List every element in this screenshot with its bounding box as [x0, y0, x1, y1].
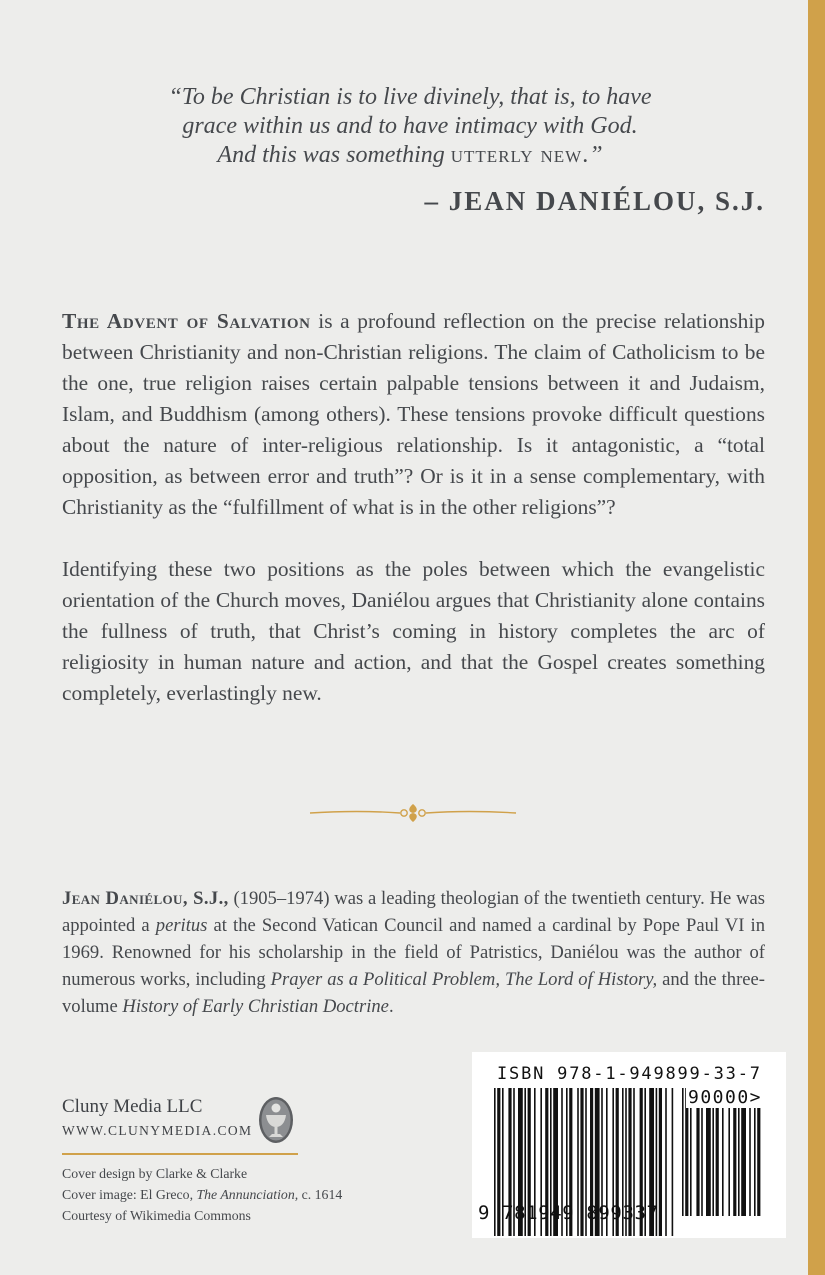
epigraph-quote — [100, 83, 720, 170]
book-title: The Advent of Salvation — [62, 309, 311, 333]
gold-edge-strip — [808, 0, 825, 1275]
epigraph-line-3-text: And this was something — [217, 142, 451, 168]
barcode-digits: 9 781949 899337 — [478, 1202, 659, 1224]
author-name: Jean Daniélou, S.J., — [62, 888, 229, 909]
price-code: 90000> — [688, 1087, 763, 1108]
credit-design: Cover design by Clarke & Clarke — [62, 1166, 248, 1181]
bio-text-4: and the three-volume — [62, 969, 765, 1017]
epigraph-line-3 — [100, 141, 720, 170]
description-paragraph-1-text: is a profound reflection on the precise relationship between Christianity and non-Christian religions. The claim of Catholicism to be the one, true religion raises certain palpable tensions between it and Judaism, Islam, and Buddhism (among others). These tensions provoke difficult questions about the nature of inter-religious relationship. Is it antagonistic, a “total opposition, as between error and truth”? Or is it in a sense complementary, with Christianity as the “fulfillment of what is in the other religions”? — [62, 309, 765, 519]
isbn-barcode-block — [472, 1052, 786, 1238]
book-description — [62, 306, 765, 709]
credit-image-date: c. 1614 — [298, 1187, 343, 1202]
bio-term-peritus: peritus — [155, 915, 208, 936]
bio-work-2: The Lord of History, — [504, 969, 658, 990]
author-bio-text — [62, 885, 765, 1020]
chalice-seal-icon — [257, 1095, 295, 1145]
credit-image-text: Cover image: El Greco, — [62, 1187, 197, 1202]
author-bio — [62, 885, 765, 1020]
flourish-divider-icon — [308, 798, 518, 828]
bio-text-2: at the Second Vatican Council and named a cardinal by Pope Paul VI in 1969. Renowned for his scholarship in the field of Patristics, Daniélou was the author of numerous works, including — [62, 915, 765, 990]
epigraph-line-2: grace within us and to have intimacy with God. — [182, 113, 638, 139]
cover-credits — [62, 1163, 342, 1226]
description-paragraph-1 — [62, 306, 765, 523]
publisher-divider — [62, 1153, 298, 1155]
bio-text-5: . — [388, 996, 394, 1017]
bio-text-1: (1905–1974) was a leading theologian of the twentieth century. He was appointed a — [62, 888, 765, 936]
epigraph-line-1: “To be Christian is to live divinely, that is, to have — [168, 84, 652, 110]
credit-source: Courtesy of Wikimedia Commons — [62, 1208, 251, 1223]
credit-image — [62, 1184, 342, 1205]
epigraph-attribution: – JEAN DANIÉLOU, S.J. — [424, 186, 765, 216]
publisher-url: WWW.CLUNYMEDIA.COM — [62, 1123, 253, 1138]
publisher-name: Cluny Media LLC — [62, 1096, 203, 1117]
epigraph-emphasis: utterly new. — [450, 142, 590, 168]
publisher-block — [62, 1095, 298, 1139]
credit-image-title: The Annunciation, — [196, 1187, 299, 1202]
isbn-number: ISBN 978-1-949899-33-7 — [497, 1064, 762, 1084]
bio-work-3: History of Early Christian Doctrine — [122, 996, 389, 1017]
description-paragraph-2: Identifying these two positions as the poles between which the evangelistic orientation of the Church moves, Daniélou argues that Christianity alone contains the fullness of truth, that Christ’s coming in history completes the arc of religiosity in human nature and action, and that the Gospel creates something completely, everlastingly new. — [62, 557, 765, 705]
epigraph-close-quote: ” — [589, 142, 603, 168]
bio-work-1: Prayer as a Political Problem, — [270, 969, 500, 990]
